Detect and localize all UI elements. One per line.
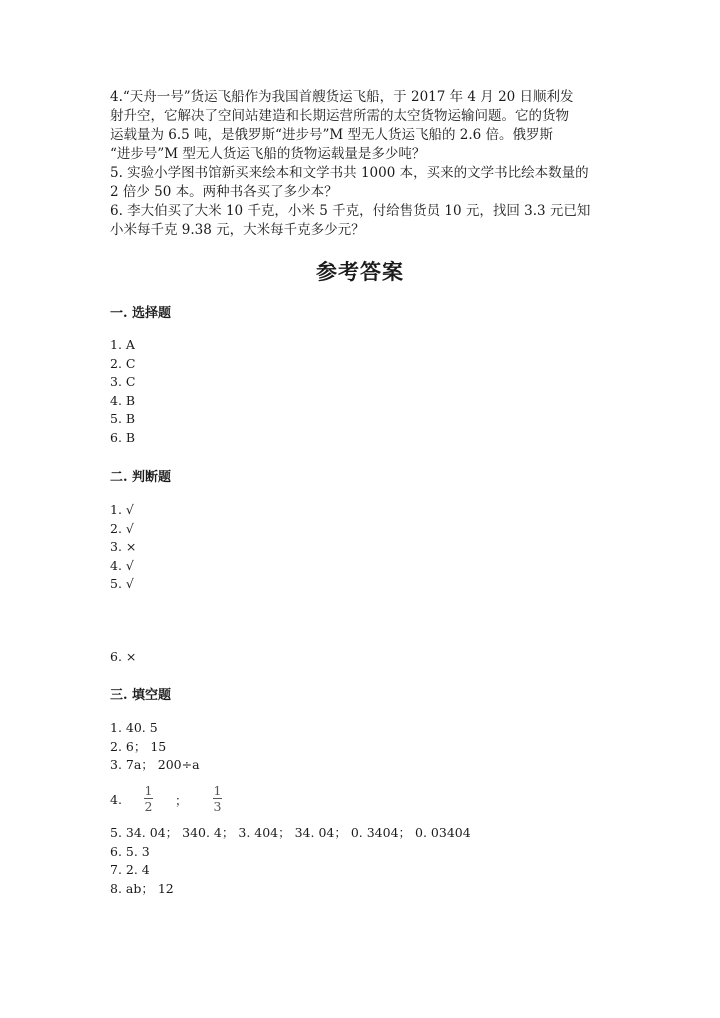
question-4 [110,88,574,164]
fraction-denominator: 3 [213,799,222,814]
answer-item: 5. √ [110,576,134,591]
answer-item: 1. 40. 5 [110,720,158,735]
question-line: 4.“天舟一号”货运飞船作为我国首艘货运飞船，于 2017 年 4 月 20 日顺利发 [110,89,574,105]
fraction-numerator: 1 [144,783,153,798]
answer-item: 1. A [110,337,135,352]
question-line: 5. 实验小学图书馆新买来绘本和文学书共 1000 本，买来的文学书比绘本数量的 [110,165,589,181]
answer-item: 5. B [110,411,136,426]
answer-item: 7. 2. 4 [110,862,150,877]
answer-item: 3. × [110,539,137,554]
answer-item: 1. √ [110,502,134,517]
section-heading-judge: 二. 判断题 [110,470,172,485]
answer-item: 8. ab； 12 [110,880,174,896]
answer-item: 2. √ [110,520,134,536]
question-line: 运载量为 6.5 吨，是俄罗斯“进步号”M 型无人货运飞船的 2.6 倍。俄罗斯 [110,127,554,143]
answer-item: 2. C [110,355,136,371]
answer-item: 6. B [110,429,136,445]
answer-item: 3. C [110,374,136,389]
answer-item: 4. B [110,392,136,408]
question-6 [110,202,590,240]
question-line: 6. 李大伯买了大米 10 千克，小米 5 千克，付给售货员 10 元，找回 3.3 元已知 [110,203,591,219]
answer-title: 参考答案 [316,259,404,284]
question-line: 射升空，它解决了空间站建造和长期运营所需的太空货物运输问题。它的货物 [110,108,569,124]
answer-item: 4. √ [110,557,134,573]
answer-item-label: 4. [110,792,122,807]
section-heading-fill: 三. 填空题 [110,688,172,703]
fraction-denominator: 2 [144,799,153,814]
judge-answers [110,501,136,594]
question-5 [110,164,589,202]
section-heading-choice: 一. 选择题 [110,306,172,321]
fraction-one-half [144,784,153,813]
answer-item: 5. 34. 04； 340. 4； 3. 404； 34. 04； 0. 3404； 0. 03404 [110,825,471,840]
question-line: 2 倍少 50 本。两种书各买了多少本？ [110,184,338,200]
answer-item: 6. × [110,649,137,664]
question-line: “进步号”M 型无人货运飞船的货物运载量是多少吨？ [110,146,426,162]
answer-item: 2. 6； 15 [110,738,167,754]
answer-item: 6. 5. 3 [110,843,150,859]
answer-separator: ； [175,793,188,808]
fill-answers-continued [110,824,471,898]
question-line: 小米每千克 9.38 元，大米每千克多少元？ [110,222,365,238]
fraction-numerator: 1 [213,783,222,798]
fraction-one-third [213,784,222,813]
answer-item: 3. 7a； 200÷a [110,757,200,772]
fill-answers [110,719,200,775]
choice-answers [110,336,135,447]
